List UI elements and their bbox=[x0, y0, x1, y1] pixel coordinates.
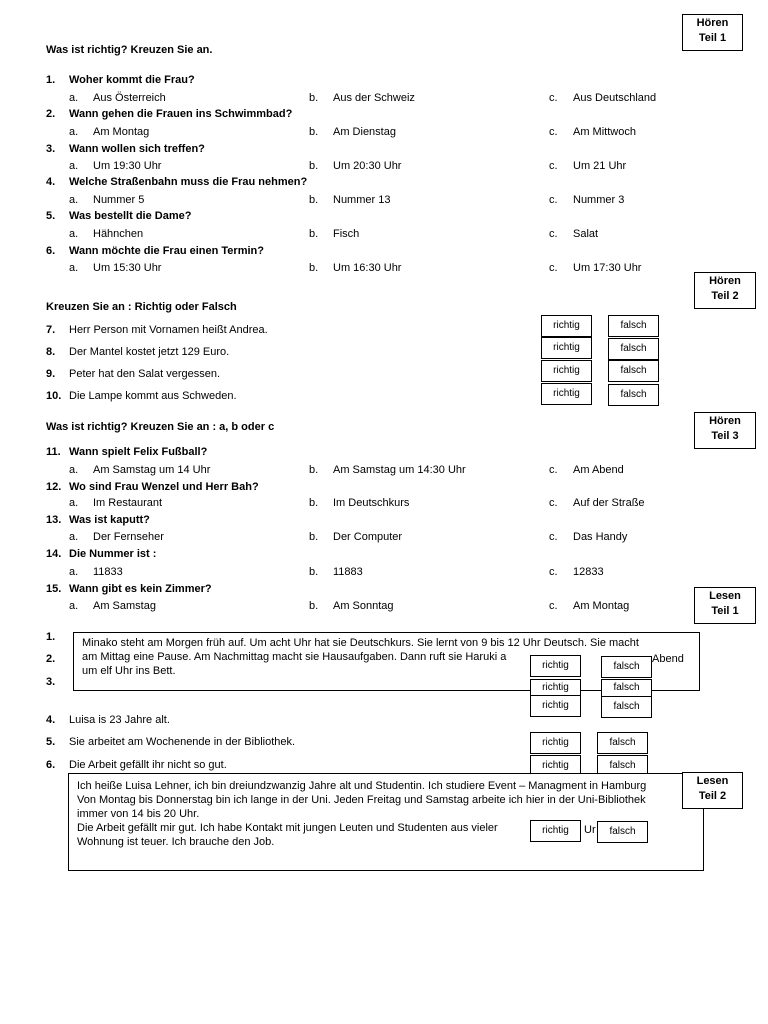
falsch-box[interactable]: falsch bbox=[597, 732, 648, 754]
option-a-label: a. bbox=[69, 194, 79, 206]
option-b-label: b. bbox=[309, 160, 319, 172]
question-text: Die Nummer ist : bbox=[69, 548, 157, 560]
option-a-text[interactable]: Der Fernseher bbox=[93, 531, 164, 543]
question-number: 3. bbox=[46, 143, 56, 155]
option-c-text[interactable]: Das Handy bbox=[573, 531, 628, 543]
passage-line: immer von 14 bis 20 Uhr. bbox=[77, 808, 200, 820]
tag-line-2: Teil 1 bbox=[711, 605, 739, 617]
passage-line: am Mittag eine Pause. Am Nachmittag macht sie Hausaufgaben. Dann ruft sie Haruki a bbox=[82, 651, 507, 663]
option-a-text[interactable]: Hähnchen bbox=[93, 228, 144, 240]
option-c-label: c. bbox=[549, 194, 558, 206]
option-c-text[interactable]: Salat bbox=[573, 228, 599, 240]
question-number: 2. bbox=[46, 108, 56, 120]
passage-line: Von Montag bis Donnerstag bin ich lange in der Uni. Jeden Freitag und Samstag arbeite ich hier in der Uni-Bibliothek bbox=[77, 794, 646, 806]
option-c-label: c. bbox=[549, 531, 558, 543]
option-a-label: a. bbox=[69, 600, 79, 612]
statement-text: Die Arbeit gefällt ihr nicht so gut. bbox=[69, 759, 227, 771]
option-b-label: b. bbox=[309, 262, 319, 274]
option-a-label: a. bbox=[69, 566, 79, 578]
option-a-label: a. bbox=[69, 92, 79, 104]
richtig-box[interactable]: richtig bbox=[530, 679, 581, 697]
richtig-box[interactable]: richtig bbox=[541, 383, 592, 405]
tag-lesen-teil-1 bbox=[694, 587, 756, 624]
option-a-label: a. bbox=[69, 126, 79, 138]
tag-line-2: Teil 1 bbox=[698, 32, 727, 44]
statement-text: Sie arbeitet am Wochenende in der Bibliothek. bbox=[69, 736, 296, 748]
richtig-box[interactable]: richtig bbox=[530, 732, 581, 754]
option-b-text[interactable]: Im Deutschkurs bbox=[333, 497, 410, 509]
section1-heading: Was ist richtig? Kreuzen Sie an. bbox=[46, 44, 213, 56]
option-a-text[interactable]: Aus Österreich bbox=[93, 92, 166, 104]
option-b-text[interactable]: Um 20:30 Uhr bbox=[333, 160, 402, 172]
question-number: 12. bbox=[46, 481, 62, 493]
statement-number: 5. bbox=[46, 736, 56, 748]
question-number: 14. bbox=[46, 548, 62, 560]
tag-line-2: Teil 2 bbox=[711, 290, 739, 302]
option-a-text[interactable]: Am Samstag um 14 Uhr bbox=[93, 464, 211, 476]
question-number: 4. bbox=[46, 176, 56, 188]
falsch-box[interactable]: falsch bbox=[597, 821, 648, 843]
question-number: 5. bbox=[46, 210, 56, 222]
passage-line: um elf Uhr ins Bett. bbox=[82, 665, 176, 677]
option-a-label: a. bbox=[69, 262, 79, 274]
tag-line-1: Lesen bbox=[696, 775, 729, 787]
richtig-box[interactable]: richtig bbox=[541, 337, 592, 359]
option-a-label: a. bbox=[69, 160, 79, 172]
statement-number: 7. bbox=[46, 324, 56, 336]
falsch-box[interactable]: falsch bbox=[601, 679, 652, 697]
option-c-text[interactable]: Am Abend bbox=[573, 464, 624, 476]
tag-line-1: Hören bbox=[709, 415, 741, 427]
option-b-text[interactable]: Aus der Schweiz bbox=[333, 92, 415, 104]
falsch-box[interactable]: falsch bbox=[608, 360, 659, 382]
tag-line-2: Teil 3 bbox=[711, 430, 739, 442]
richtig-box[interactable]: richtig bbox=[530, 655, 581, 677]
statement-number: 8. bbox=[46, 346, 56, 358]
falsch-box[interactable]: falsch bbox=[608, 338, 659, 360]
passage-line: Ich heiße Luisa Lehner, ich bin dreiundzwanzig Jahre alt und Studentin. Ich studiere Event – Managment in Hamburg bbox=[77, 780, 647, 792]
option-c-text[interactable]: Um 21 Uhr bbox=[573, 160, 627, 172]
option-b-text[interactable]: Am Samstag um 14:30 Uhr bbox=[333, 464, 466, 476]
option-a-label: a. bbox=[69, 228, 79, 240]
falsch-box[interactable]: falsch bbox=[601, 696, 652, 718]
question-text: Wann möchte die Frau einen Termin? bbox=[69, 245, 264, 257]
question-text: Woher kommt die Frau? bbox=[69, 74, 195, 86]
section3-heading: Was ist richtig? Kreuzen Sie an : a, b oder c bbox=[46, 421, 275, 433]
option-a-label: a. bbox=[69, 531, 79, 543]
lesen1-number: 1. bbox=[46, 631, 56, 643]
passage-line: Wohnung ist teuer. Ich brauche den Job. bbox=[77, 836, 275, 848]
statement-number: 9. bbox=[46, 368, 56, 380]
option-b-label: b. bbox=[309, 194, 319, 206]
option-c-text[interactable]: Um 17:30 Uhr bbox=[573, 262, 642, 274]
statement-number: 10. bbox=[46, 390, 62, 402]
option-c-text[interactable]: Auf der Straße bbox=[573, 497, 645, 509]
question-text: Welche Straßenbahn muss die Frau nehmen? bbox=[69, 176, 308, 188]
option-c-label: c. bbox=[549, 600, 558, 612]
question-text: Wann wollen sich treffen? bbox=[69, 143, 205, 155]
falsch-box[interactable]: falsch bbox=[608, 315, 659, 337]
option-c-text[interactable]: 12833 bbox=[573, 566, 604, 578]
option-c-label: c. bbox=[549, 566, 558, 578]
lesen1-number: 3. bbox=[46, 676, 56, 688]
passage-fragment: Ur bbox=[584, 824, 596, 836]
option-a-label: a. bbox=[69, 497, 79, 509]
option-b-label: b. bbox=[309, 497, 319, 509]
richtig-box[interactable]: richtig bbox=[541, 360, 592, 382]
option-b-label: b. bbox=[309, 92, 319, 104]
question-number: 11. bbox=[46, 446, 61, 458]
option-c-label: c. bbox=[549, 92, 558, 104]
passage-fragment: Abend bbox=[652, 653, 684, 665]
option-c-text[interactable]: Aus Deutschland bbox=[573, 92, 657, 104]
question-text: Was ist kaputt? bbox=[69, 514, 150, 526]
question-text: Wann gibt es kein Zimmer? bbox=[69, 583, 212, 595]
tag-lesen-teil-2 bbox=[682, 772, 743, 809]
question-number: 13. bbox=[46, 514, 62, 526]
statement-text: Luisa is 23 Jahre alt. bbox=[69, 714, 170, 726]
statement-text: Die Lampe kommt aus Schweden. bbox=[69, 390, 237, 402]
option-b-text[interactable]: Um 16:30 Uhr bbox=[333, 262, 402, 274]
option-b-label: b. bbox=[309, 126, 319, 138]
option-a-label: a. bbox=[69, 464, 79, 476]
option-a-text[interactable]: Um 19:30 Uhr bbox=[93, 160, 162, 172]
option-a-text[interactable]: 11833 bbox=[93, 566, 123, 578]
statement-number: 4. bbox=[46, 714, 56, 726]
option-c-label: c. bbox=[549, 228, 558, 240]
statement-number: 6. bbox=[46, 759, 56, 771]
tag-line-1: Lesen bbox=[709, 590, 741, 602]
richtig-box[interactable]: richtig bbox=[530, 755, 581, 777]
option-b-text[interactable]: Der Computer bbox=[333, 531, 403, 543]
option-b-label: b. bbox=[309, 600, 319, 612]
option-b-text[interactable]: Am Dienstag bbox=[333, 126, 396, 138]
question-text: Wo sind Frau Wenzel und Herr Bah? bbox=[69, 481, 259, 493]
option-c-label: c. bbox=[549, 160, 558, 172]
option-c-label: c. bbox=[549, 464, 558, 476]
option-c-label: c. bbox=[549, 497, 558, 509]
lesen1-number: 2. bbox=[46, 653, 56, 665]
option-b-label: b. bbox=[309, 531, 319, 543]
option-a-text[interactable]: Am Montag bbox=[93, 126, 150, 138]
tag-hoeren-teil-1 bbox=[682, 14, 743, 51]
richtig-box[interactable]: richtig bbox=[541, 315, 592, 337]
question-text: Was bestellt die Dame? bbox=[69, 210, 192, 222]
tag-hoeren-teil-2 bbox=[694, 272, 756, 309]
question-text: Wann spielt Felix Fußball? bbox=[69, 446, 208, 458]
option-b-text[interactable]: Am Sonntag bbox=[333, 600, 394, 612]
tag-hoeren-teil-3 bbox=[694, 412, 756, 449]
statement-text: Herr Person mit Vornamen heißt Andrea. bbox=[69, 324, 268, 336]
tag-line-2: Teil 2 bbox=[698, 790, 727, 802]
question-number: 15. bbox=[46, 583, 62, 595]
option-a-text[interactable]: Um 15:30 Uhr bbox=[93, 262, 162, 274]
statement-text: Peter hat den Salat vergessen. bbox=[69, 368, 221, 380]
option-c-text[interactable]: Nummer 3 bbox=[573, 194, 625, 206]
option-b-text[interactable]: Nummer 13 bbox=[333, 194, 391, 206]
falsch-box[interactable]: falsch bbox=[608, 384, 659, 406]
option-c-label: c. bbox=[549, 262, 558, 274]
option-c-text[interactable]: Am Mittwoch bbox=[573, 126, 636, 138]
tag-line-1: Hören bbox=[709, 275, 741, 287]
option-b-label: b. bbox=[309, 566, 319, 578]
option-a-text[interactable]: Im Restaurant bbox=[93, 497, 163, 509]
falsch-box[interactable]: falsch bbox=[601, 656, 652, 678]
passage-line: Minako steht am Morgen früh auf. Um acht Uhr hat sie Deutschkurs. Sie lernt von 9 bis 12 Uhr Deutsch. Sie macht bbox=[82, 637, 639, 649]
option-b-text[interactable]: Fisch bbox=[333, 228, 360, 240]
option-c-label: c. bbox=[549, 126, 558, 138]
section2-heading: Kreuzen Sie an : Richtig oder Falsch bbox=[46, 301, 237, 313]
question-number: 1. bbox=[46, 74, 56, 86]
richtig-box[interactable]: richtig bbox=[530, 695, 581, 717]
option-b-text[interactable]: 11883 bbox=[333, 566, 363, 578]
passage-line: Die Arbeit gefällt mir gut. Ich habe Kontakt mit jungen Leuten und Studenten aus vieler bbox=[77, 822, 498, 834]
statement-text: Der Mantel kostet jetzt 129 Euro. bbox=[69, 346, 230, 358]
option-a-text[interactable]: Am Samstag bbox=[93, 600, 156, 612]
question-number: 6. bbox=[46, 245, 56, 257]
tag-line-1: Hören bbox=[696, 17, 729, 29]
richtig-box[interactable]: richtig bbox=[530, 820, 581, 842]
question-text: Wann gehen die Frauen ins Schwimmbad? bbox=[69, 108, 293, 120]
option-c-text[interactable]: Am Montag bbox=[573, 600, 630, 612]
option-b-label: b. bbox=[309, 228, 319, 240]
falsch-box[interactable]: falsch bbox=[597, 755, 648, 777]
option-b-label: b. bbox=[309, 464, 319, 476]
option-a-text[interactable]: Nummer 5 bbox=[93, 194, 145, 206]
